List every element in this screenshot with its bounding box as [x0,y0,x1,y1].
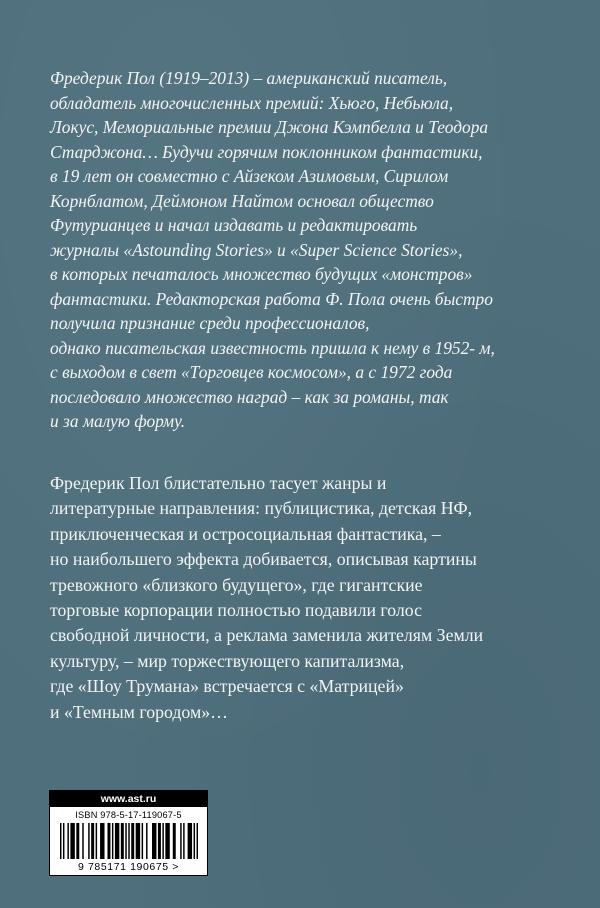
description-line: Фредерик Пол блистательно тасует жанры и [50,473,387,493]
author-annotation [50,66,570,434]
annotation-line: в 19 лет он совместно с Айзеком Азимовым, Сирилом [50,166,449,186]
annotation-line: Локус, Мемориальные премии Джона Кэмпбелла и Теодора [50,117,489,137]
description-line: тревожного «близкого будущего», где гигантские [50,574,423,595]
description-line: торговые корпорации полностью подавили голос [50,600,423,621]
book-description [50,471,570,725]
annotation-line: Фредерик Пол (1919–2013) – американский писатель, [50,68,448,88]
annotation-line: обладатель многочисленных премий: Хьюго, Небьюла, [50,92,454,113]
annotation-line: Старджона… Будучи горячим поклонником фантастики, [50,141,483,162]
isbn-number: ISBN 978-5-17-119067-5 [75,810,182,820]
annotation-line: журналы «Astounding Stories» и «Super Science Stories», [50,239,463,260]
description-line: приключенческая и остросоциальная фантастика, – [50,523,441,544]
barcode-label [49,790,208,876]
annotation-line: с выходом в свет «Торговцев космосом», а с 1972 года [50,362,453,382]
annotation-line: последовало множество наград – как за романы, так [50,386,449,407]
annotation-line: фантастики. Редакторская работа Ф. Пола очень быстро [50,288,493,309]
barcode-digits: 9 785171 190675 > [78,861,179,873]
annotation-line: Корнблатом, Деймоном Найтом основал общество [50,190,434,211]
annotation-line: однако писательская известность пришла к нему в 1952- м, [50,337,495,358]
barcode-graphic [60,823,198,859]
website-url: www.ast.ru [50,791,207,807]
description-line: культуру, – мир торжествующего капитализма, [50,650,405,671]
annotation-line: получила признание среди профессионалов, [50,313,370,333]
description-line: свободной личности, а реклама заменила жителям Земли [50,625,484,646]
description-line: где «Шоу Трумана» встречается с «Матрицей» [50,676,404,697]
description-line: литературные направления: публицистика, детская НФ, [50,498,473,519]
annotation-line: в которых печаталось множество будущих «монстров» [50,264,473,284]
description-line: и «Темным городом»… [50,701,228,722]
description-line: но наибольшего эффекта добивается, описывая картины [50,549,477,570]
annotation-line: и за малую форму. [50,411,186,431]
barcode-bars [60,823,198,859]
annotation-line: Футурианцев и начал издавать и редактировать [50,215,418,235]
